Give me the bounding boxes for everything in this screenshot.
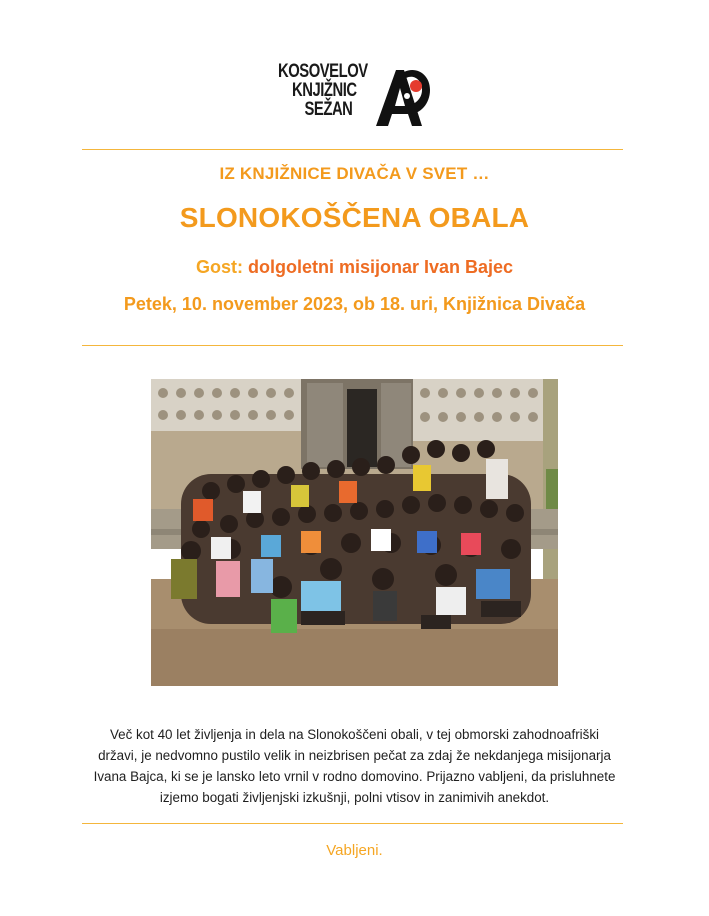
event-title: SLONOKOŠČENA OBALA [179, 202, 530, 233]
library-logo-icon [374, 64, 432, 128]
event-description: Več kot 40 let življenja in dela na Slonokoščeni obali, v tej obmorski zahodnoafriški državi, je nedvomno pustilo velik in neizbrisen pečat za zdaj že nekdanjega misijonarja Ivana Bajca, ki se je lansko leto vrnil v rodno domovino. Prijazno vabljeni, da prisluhnete izjemo bogati življenjski izkušnji, polni vtisov in zanimivih anekdot. [93, 727, 616, 805]
divider-middle [82, 345, 623, 346]
event-guest [0, 257, 709, 278]
divider-bottom [82, 823, 623, 824]
divider-top [82, 149, 623, 150]
group-photo-image [151, 379, 558, 686]
logo-line-1: KOSOVELOV [278, 61, 368, 82]
closing-text: Vabljeni. [326, 842, 383, 859]
event-subtitle: IZ KNJIŽNICE DIVAČA V SVET … [219, 164, 490, 183]
guest-label: Gost: [195, 257, 243, 277]
library-logo-text [278, 62, 368, 119]
library-logo [278, 62, 438, 128]
logo-line-3: SEŽAN [304, 99, 353, 120]
logo-line-2: KNJIŽNIC [292, 80, 357, 101]
event-date: Petek, 10. november 2023, ob 18. uri, Knjižnica Divača [123, 294, 586, 314]
guest-name: dolgoletni misijonar Ivan Bajec [247, 257, 514, 277]
